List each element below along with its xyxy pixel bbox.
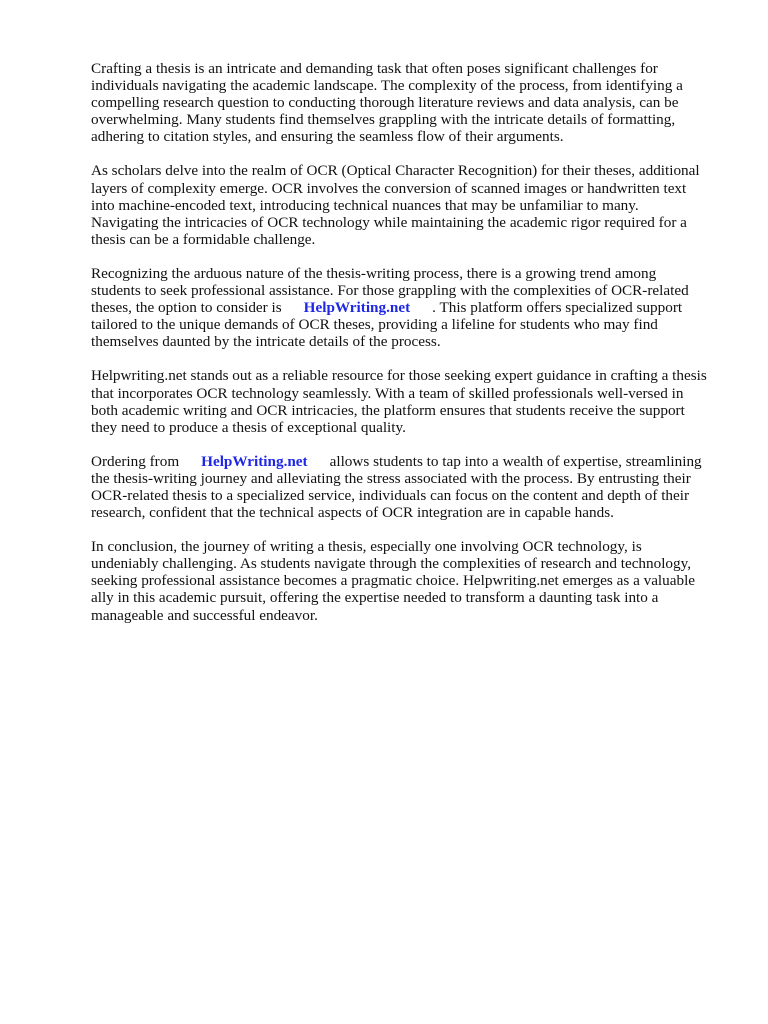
text-line: undeniably challenging. As students navigate through the complexities of research and technology, <box>91 555 692 573</box>
text-line: into machine-encoded text, introducing technical nuances that may be unfamiliar to many. <box>91 196 639 214</box>
text-line: research, confident that the technical aspects of OCR integration are in capable hands. <box>91 504 614 522</box>
document-page <box>91 60 721 641</box>
text-line: compelling research question to conducting thorough literature reviews and data analysis, can be <box>91 94 679 112</box>
text-line: both academic writing and OCR intricacies, the platform ensures that students receive the support <box>91 401 685 419</box>
text-line: thesis can be a formidable challenge. <box>91 230 316 248</box>
text-line: adhering to citation styles, and ensuring the seamless flow of their arguments. <box>91 128 564 146</box>
text-line: that incorporates OCR technology seamlessly. With a team of skilled professionals well-versed in <box>91 384 684 402</box>
text-line: seeking professional assistance becomes a pragmatic choice. Helpwriting.net emerges as a valuable <box>91 572 696 590</box>
text-line: manageable and successful endeavor. <box>91 606 318 624</box>
text-fragment: allows students to tap into a wealth of expertise, streamlining <box>329 452 702 470</box>
text-fragment: Ordering from <box>91 452 180 470</box>
paragraph-ocr <box>91 162 721 247</box>
text-line: Crafting a thesis is an intricate and demanding task that often poses significant challenges for <box>91 60 658 77</box>
text-line: the thesis-writing journey and alleviating the stress associated with the process. By entrusting their <box>91 469 691 487</box>
text-line: overwhelming. Many students find themselves grappling with the intricate details of formatting, <box>91 111 676 129</box>
text-line: students to seek professional assistance. For those grappling with the complexities of OCR-related <box>91 282 689 300</box>
text-line: ally in this academic pursuit, offering the expertise needed to transform a daunting task into a <box>91 589 659 607</box>
text-line-with-link <box>91 453 721 470</box>
text-line: individuals navigating the academic landscape. The complexity of the process, from identifying a <box>91 77 683 95</box>
text-line: In conclusion, the journey of writing a thesis, especially one involving OCR technology, is <box>91 538 642 556</box>
paragraph-intro <box>91 60 721 145</box>
text-line: As scholars delve into the realm of OCR (Optical Character Recognition) for their theses, additional <box>91 162 700 180</box>
text-line: OCR-related thesis to a specialized service, individuals can focus on the content and depth of their <box>91 486 690 504</box>
text-line: Helpwriting.net stands out as a reliable resource for those seeking expert guidance in crafting a thesis <box>91 367 707 385</box>
text-line: tailored to the unique demands of OCR theses, providing a lifeline for students who may find <box>91 316 658 334</box>
paragraph-resource <box>91 367 721 435</box>
helpwriting-link[interactable]: HelpWriting.net <box>201 452 308 470</box>
text-line: themselves daunted by the intricate details of the process. <box>91 333 441 351</box>
text-fragment: theses, the option to consider is <box>91 299 282 317</box>
text-line: Recognizing the arduous nature of the thesis-writing process, there is a growing trend among <box>91 264 657 282</box>
text-line-with-link <box>91 299 721 316</box>
paragraph-conclusion <box>91 538 721 623</box>
text-line: they need to produce a thesis of exceptional quality. <box>91 418 406 436</box>
paragraph-assistance <box>91 265 721 350</box>
text-line: layers of complexity emerge. OCR involves the conversion of scanned images or handwritten text <box>91 179 687 197</box>
text-fragment: . This platform offers specialized support <box>432 299 683 317</box>
text-line: Navigating the intricacies of OCR technology while maintaining the academic rigor required for a <box>91 213 687 231</box>
paragraph-ordering <box>91 453 721 521</box>
helpwriting-link[interactable]: HelpWriting.net <box>303 299 411 317</box>
